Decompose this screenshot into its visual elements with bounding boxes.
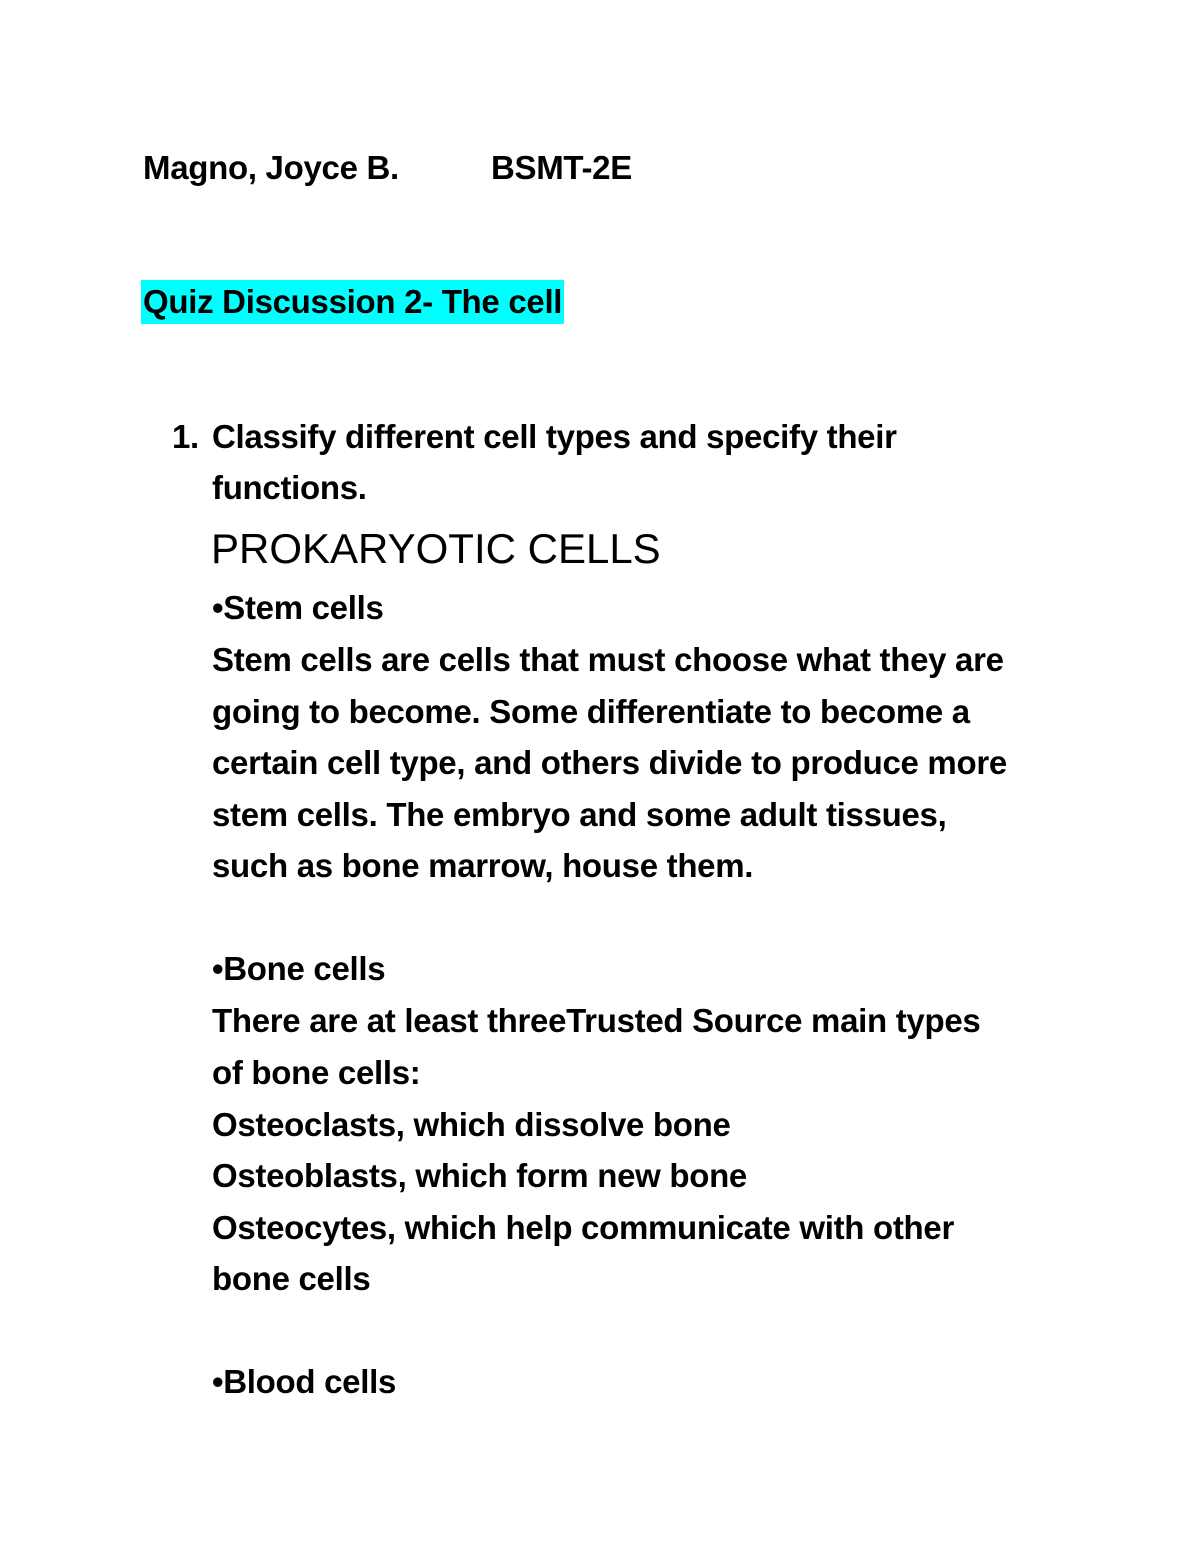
stem-cells-line: Stem cells are cells that must choose what they are [212, 641, 1004, 678]
bone-cells-line: bone cells [212, 1260, 371, 1297]
student-name: Magno, Joyce B. [143, 149, 399, 186]
blood-cells-heading: •Blood cells [212, 1363, 396, 1400]
stem-cells-line: stem cells. The embryo and some adult tissues, [212, 796, 947, 833]
question-text-line-1: Classify different cell types and specify their [212, 418, 897, 455]
question-number: 1. [172, 418, 199, 455]
bone-cells-line: Osteoblasts, which form new bone [212, 1157, 747, 1194]
stem-cells-heading: •Stem cells [212, 589, 384, 626]
section-heading: PROKARYOTIC CELLS [211, 525, 661, 572]
question-text-line-2: functions. [212, 469, 367, 506]
quiz-title: Quiz Discussion 2- The cell [141, 280, 564, 324]
bone-cells-line: Osteocytes, which help communicate with other [212, 1209, 954, 1246]
bone-cells-line: There are at least threeTrusted Source main types [212, 1002, 981, 1039]
stem-cells-line: certain cell type, and others divide to produce more [212, 744, 1007, 781]
bone-cells-line: of bone cells: [212, 1054, 421, 1091]
stem-cells-line: going to become. Some differentiate to become a [212, 693, 970, 730]
class-section: BSMT-2E [491, 149, 632, 186]
bone-cells-heading: •Bone cells [212, 950, 386, 987]
stem-cells-line: such as bone marrow, house them. [212, 847, 754, 884]
bone-cells-line: Osteoclasts, which dissolve bone [212, 1106, 731, 1143]
